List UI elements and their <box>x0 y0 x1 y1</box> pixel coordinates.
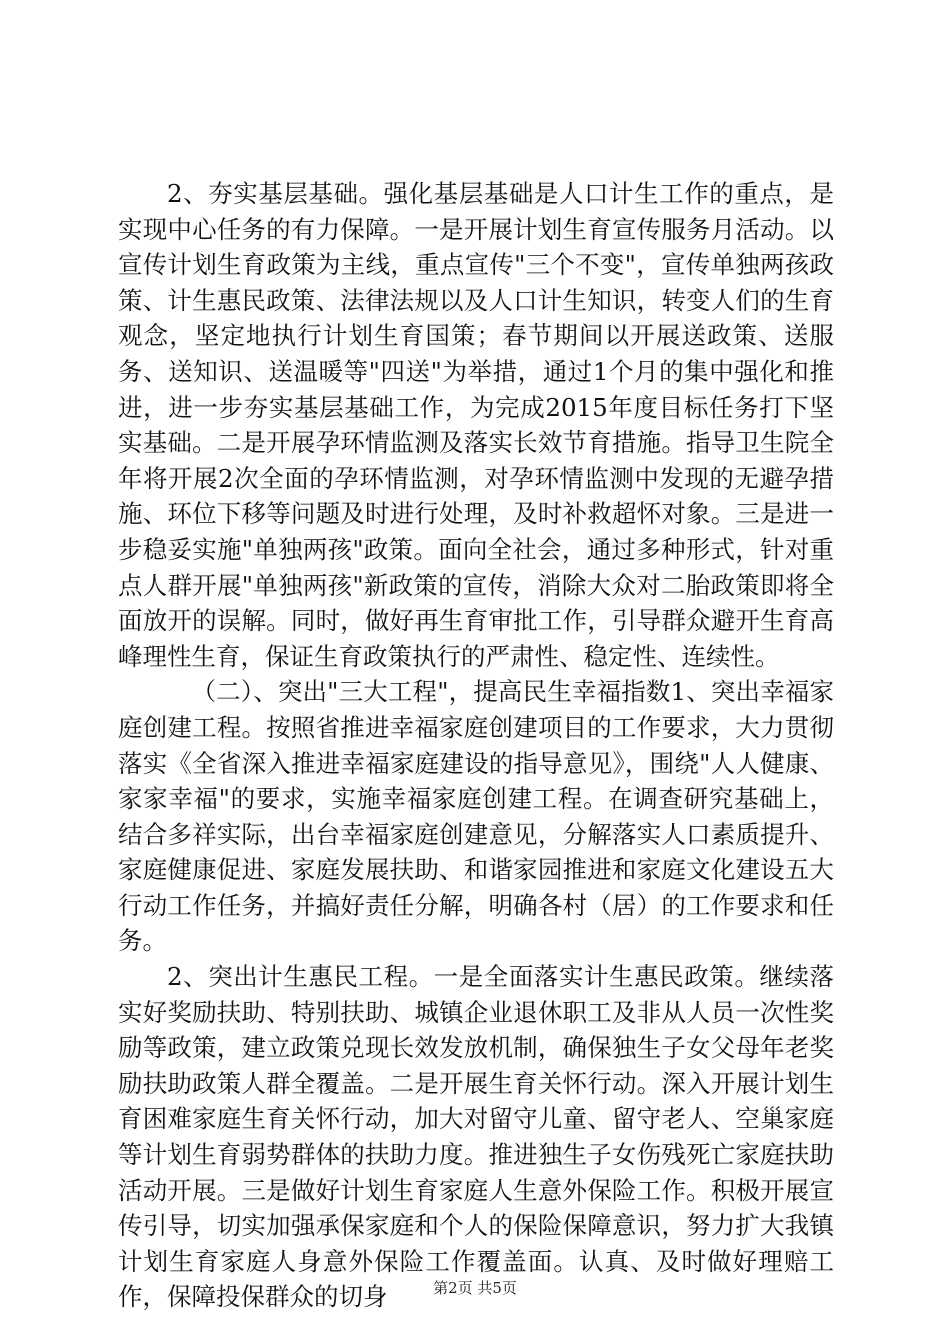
paragraph-consolidate-grassroots: 2、夯实基层基础。强化基层基础是人口计生工作的重点，是实现中心任务的有力保障。一是开展计划生育宣传服务月活动。以宣传计划生育政策为主线，重点宣传"三个不变"，宣传单独两孩政策、计生惠民政策、法律法规以及人口计生知识，转变人们的生育观念，坚定地执行计划生育国策；春节期间以开展送政策、送服务、送知识、送温暖等"四送"为举措，通过1个月的集中强化和推进，进一步夯实基层基础工作，为完成2015年度目标任务打下坚实基础。二是开展孕环情监测及落实长效节育措施。指导卫生院全年将开展2次全面的孕环情监测，对孕环情监测中发现的无避孕措施、环位下移等问题及时进行处理，及时补救超怀对象。三是进一步稳妥实施"单独两孩"政策。面向全社会，通过多种形式，针对重点人群开展"单独两孩"新政策的宣传，消除大众对二胎政策即将全面放开的误解。同时，做好再生育审批工作，引导群众避开生育高峰理性生育，保证生育政策执行的严肃性、稳定性、连续性。 <box>118 179 834 671</box>
paragraph-three-projects: （二）、突出"三大工程"，提高民生幸福指数1、突出幸福家庭创建工程。按照省推进幸福家庭创建项目的工作要求，大力贯彻落实《全省深入推进幸福家庭建设的指导意见》，围绕"人人健康、家家幸福"的要求，实施幸福家庭创建工程。在调查研究基础上，结合多祥实际，出台幸福家庭创建意见，分解落实人口素质提升、家庭健康促进、家庭发展扶助、和谐家园推进和家庭文化建设五大行动工作任务，并搞好责任分解，明确各村（居）的工作要求和任务。 <box>118 677 834 956</box>
paragraph-benefit-project: 2、突出计生惠民工程。一是全面落实计生惠民政策。继续落实好奖励扶助、特别扶助、城镇企业退休职工及非从人员一次性奖励等政策，建立政策兑现长效发放机制，确保独生子女父母年老奖励扶助政策人群全覆盖。二是开展生育关怀行动。深入开展计划生育困难家庭生育关怀行动，加大对留守儿童、留守老人、空巢家庭等计划生育弱势群体的扶助力度。推进独生子女伤残死亡家庭扶助活动开展。三是做好计划生育家庭人生意外保险工作。积极开展宣传引导，切实加强承保家庭和个人的保险保障意识，努力扩大我镇计划生育家庭人身意外保险工作覆盖面。认真、及时做好理赔工作，保障投保群众的切身 <box>118 962 834 1312</box>
document-body <box>118 176 834 1315</box>
page-footer: 第2页 共5页 <box>433 1279 517 1297</box>
